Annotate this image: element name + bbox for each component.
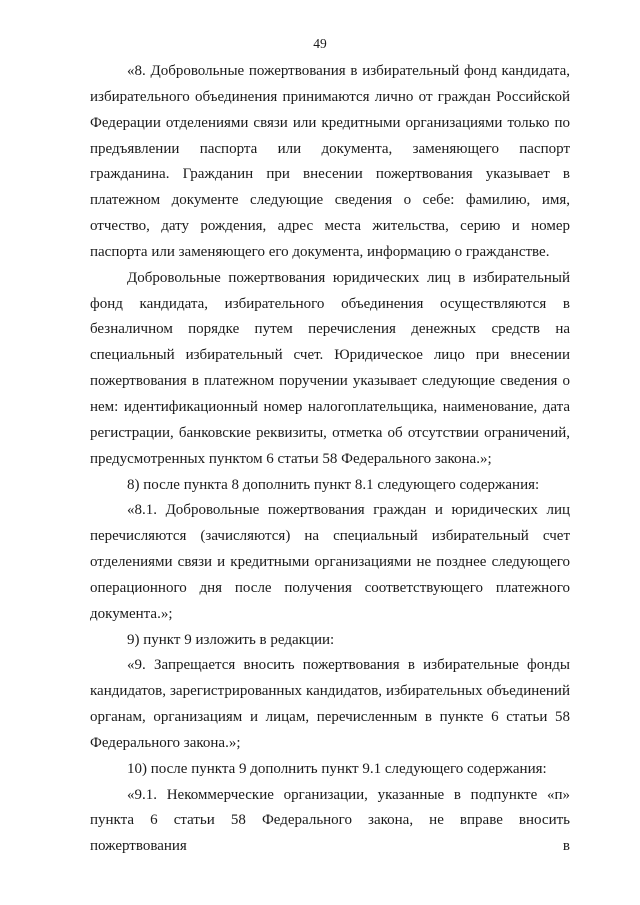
paragraph-amendment-9: 9) пункт 9 изложить в редакции: — [127, 631, 335, 648]
page-number: 49 — [313, 36, 327, 51]
paragraph-item-9-1: «9.1. Некоммерческие организации, указанные в подпункте «п» пункта 6 статьи 58 Федерального закона, не вправе вносить пожертвования в — [90, 786, 570, 855]
paragraph-legal-entities-donations: Добровольные пожертвования юридических лиц в избирательный фонд кандидата, избирательного объединения осуществляются в безналичном порядке путем перечисления денежных средств на специальный избирательный счет. Юридическое лицо при внесении пожертвования в платежном поручении указывает следующие сведения о нем: идентификационный номер налогоплательщика, наименование, дата регистрации, банковские реквизиты, отметка об отсутствии ограничений, предусмотренных пунктом 6 статьи 58 Федерального закона.»; — [90, 269, 570, 467]
paragraph-item-8-1: «8.1. Добровольные пожертвования граждан и юридических лиц перечисляются (зачисляются) на специальный избирательный счет отделениями связи и кредитными организациями не позднее следующего операционного дня после получения соответствующего платежного документа.»; — [90, 502, 570, 622]
paragraph-item-8: «8. Добровольные пожертвования в избирательный фонд кандидата, избирательного объединения принимаются лично от граждан Российской Федерации отделениями связи или кредитными организациями только по предъявлении паспорта или документа, заменяющего паспорт гражданина. Гражданин при внесении пожертвования указывает в платежном документе следующие сведения о себе: фамилию, имя, отчество, дату рождения, адрес места жительства, серию и номер паспорта или заменяющего его документа, информацию о гражданстве. — [90, 63, 570, 260]
paragraph-item-9: «9. Запрещается вносить пожертвования в избирательные фонды кандидатов, зарегистрированных кандидатов, избирательных объединений органам, организациям и лицам, перечисленным в пункте 6 статьи 58 Федерального закона.»; — [90, 657, 570, 751]
paragraph-amendment-10: 10) после пункта 9 дополнить пункт 9.1 следующего содержания: — [127, 760, 547, 777]
document-body — [90, 59, 570, 860]
paragraph-amendment-8: 8) после пункта 8 дополнить пункт 8.1 следующего содержания: — [127, 476, 540, 493]
